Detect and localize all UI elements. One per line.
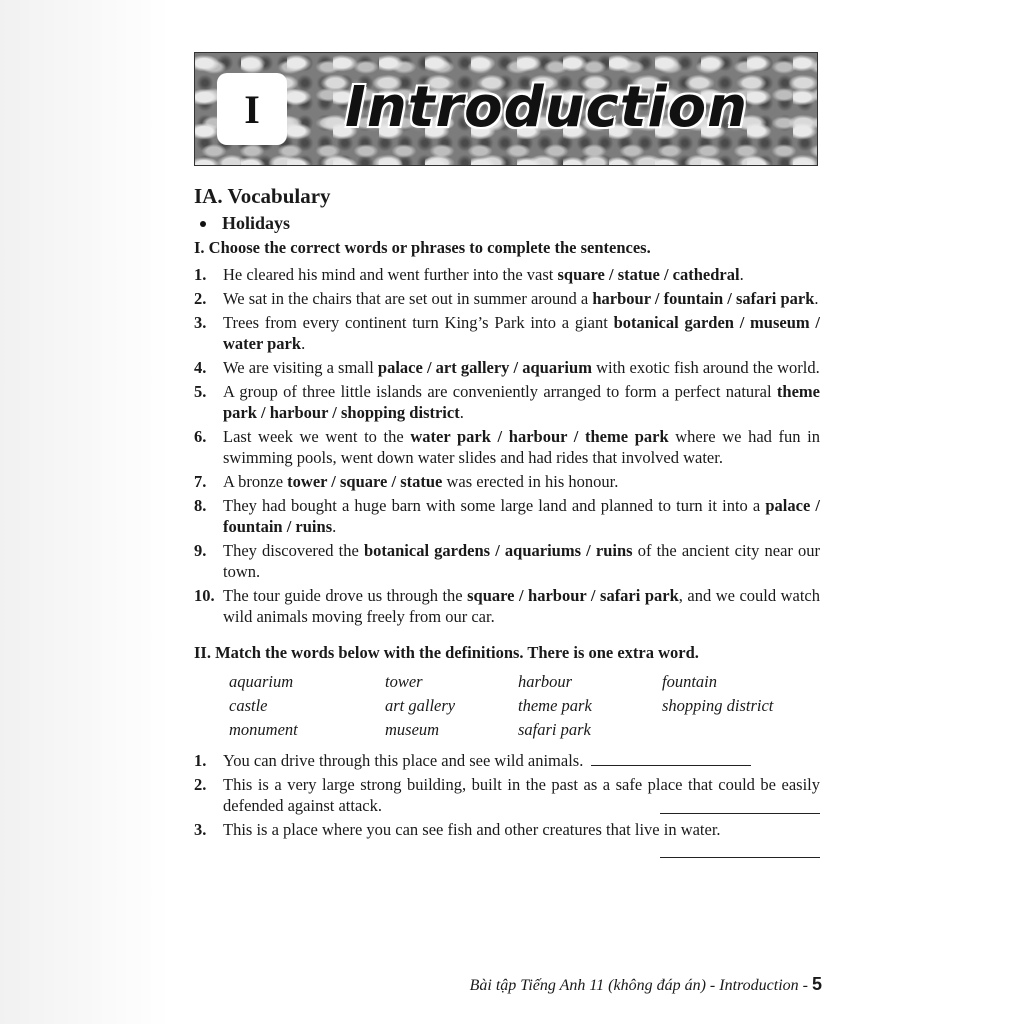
page-gutter-shadow — [0, 0, 170, 1024]
definition-item — [194, 819, 820, 840]
sentence-fragment: with exotic fish around the world. — [591, 358, 820, 377]
page-number: 5 — [811, 974, 822, 994]
sentence-fragment: They discovered the — [223, 541, 364, 560]
exercise-1-item — [194, 471, 820, 492]
word-bank — [229, 671, 820, 740]
word-bank-item: theme park — [518, 696, 592, 715]
word-bank-item: tower — [385, 672, 423, 691]
answer-options: square / harbour / safari park — [467, 586, 679, 605]
exercise-1-item — [194, 585, 820, 627]
item-text — [223, 357, 820, 378]
definition-sentence: You can drive through this place and see wild animals. — [223, 751, 584, 770]
answer-options: theme park / harbour / shopping district — [223, 382, 820, 422]
sentence-fragment: . — [301, 334, 306, 353]
answer-options: water park / harbour / theme park — [410, 427, 669, 446]
item-text — [223, 264, 820, 285]
sentence-fragment: . — [332, 517, 337, 536]
exercise-1-item — [194, 381, 820, 423]
exercise-1-item — [194, 540, 820, 582]
word-bank-item: aquarium — [229, 672, 294, 691]
word-bank-item: harbour — [518, 672, 573, 691]
definition-text — [223, 819, 820, 840]
item-text — [223, 471, 820, 492]
sentence-fragment: . — [739, 265, 744, 284]
sentence-fragment: . — [814, 289, 819, 308]
item-number: 2. — [194, 775, 207, 794]
item-number: 3. — [194, 820, 207, 839]
sentence-fragment: , and we could watch wild animals moving freely from our car. — [223, 586, 820, 626]
item-number: 3. — [194, 313, 207, 332]
exercise-1-item — [194, 312, 820, 354]
sentence-fragment: A bronze — [223, 472, 288, 491]
definition-text — [223, 750, 820, 771]
exercise-2-list — [194, 750, 820, 858]
answer-options: harbour / fountain / safari park — [592, 289, 815, 308]
vocabulary-heading: IA. Vocabulary — [194, 184, 331, 208]
sentence-fragment: He cleared his mind and went further into the vast — [223, 265, 558, 284]
exercise-1-item — [194, 264, 820, 285]
chapter-title: Introduction — [345, 75, 749, 140]
item-number: 7. — [194, 472, 207, 491]
word-bank-item: art gallery — [385, 696, 456, 715]
exercise-1-item — [194, 288, 820, 309]
word-bank-item: safari park — [518, 720, 591, 739]
answer-blank-row — [194, 843, 820, 858]
item-text — [223, 540, 820, 582]
sentence-fragment: They had bought a huge barn with some large land and planned to turn it into a — [223, 496, 766, 515]
page-footer — [470, 974, 822, 995]
item-number: 4. — [194, 358, 207, 377]
definition-sentence: This is a very large strong building, built in the past as a safe place that could be easily defended against attack. — [223, 775, 820, 815]
sentence-fragment: We sat in the chairs that are set out in summer around a — [223, 289, 593, 308]
word-bank-item: museum — [385, 720, 440, 739]
word-bank-item: monument — [229, 720, 298, 739]
sentence-fragment: A group of three little islands are conveniently arranged to form a perfect natural — [223, 382, 777, 401]
sentence-fragment: The tour guide drove us through the — [223, 586, 468, 605]
answer-options: botanical garden / museum / water park — [223, 313, 820, 353]
page-content — [194, 184, 820, 861]
word-bank-item: castle — [229, 696, 268, 715]
item-number: 10. — [194, 586, 215, 605]
definition-sentence: This is a place where you can see fish and other creatures that live in water. — [223, 820, 721, 839]
section-number-box: I — [217, 73, 287, 145]
footer-text: Bài tập Tiếng Anh 11 (không đáp án) - Introduction - — [469, 977, 808, 994]
answer-options: botanical gardens / aquariums / ruins — [363, 541, 633, 560]
sentence-fragment: Last week we went to the — [223, 427, 411, 446]
bullet-icon — [200, 221, 206, 227]
sentence-fragment: We are visiting a small — [223, 358, 378, 377]
word-bank-item: shopping district — [662, 696, 774, 715]
answer-options: tower / square / statue — [287, 472, 443, 491]
item-text — [223, 381, 820, 423]
item-text — [223, 288, 820, 309]
chapter-banner — [194, 52, 818, 166]
answer-blank[interactable] — [660, 799, 820, 814]
item-number: 5. — [194, 382, 207, 401]
word-bank-item: fountain — [662, 672, 718, 691]
definition-text — [223, 774, 820, 816]
answer-options: palace / fountain / ruins — [223, 496, 820, 536]
item-text — [223, 426, 820, 468]
answer-blank[interactable] — [591, 751, 751, 766]
item-number: 1. — [194, 751, 207, 770]
topic-label: Holidays — [222, 213, 291, 233]
sentence-fragment: . — [459, 403, 464, 422]
item-text — [223, 585, 820, 627]
definition-item — [194, 750, 820, 771]
exercise-1-item — [194, 357, 820, 378]
item-number: 8. — [194, 496, 207, 515]
sentence-fragment: where we had fun in swimming pools, went down water slides and had rides that involved water. — [223, 427, 820, 467]
item-number: 2. — [194, 289, 207, 308]
item-number: 6. — [194, 427, 207, 446]
sentence-fragment: Trees from every continent turn King’s Park into a giant — [223, 313, 614, 332]
exercise-1-item — [194, 495, 820, 537]
sentence-fragment: was erected in his honour. — [442, 472, 619, 491]
answer-options: palace / art gallery / aquarium — [377, 358, 592, 377]
exercise-1-list — [194, 264, 820, 627]
item-number: 1. — [194, 265, 207, 284]
exercise-1-instruction: I. Choose the correct words or phrases to complete the sentences. — [194, 238, 651, 257]
topic-heading — [200, 213, 820, 234]
item-number: 9. — [194, 541, 207, 560]
item-text — [223, 495, 820, 537]
exercise-1-item — [194, 426, 820, 468]
sentence-fragment: of the ancient city near our town. — [223, 541, 821, 581]
exercise-2-instruction: II. Match the words below with the definitions. There is one extra word. — [194, 643, 699, 662]
definition-item — [194, 774, 820, 816]
answer-blank[interactable] — [660, 843, 820, 858]
word-bank-item — [662, 719, 812, 740]
item-text — [223, 312, 820, 354]
answer-options: square / statue / cathedral — [557, 265, 740, 284]
